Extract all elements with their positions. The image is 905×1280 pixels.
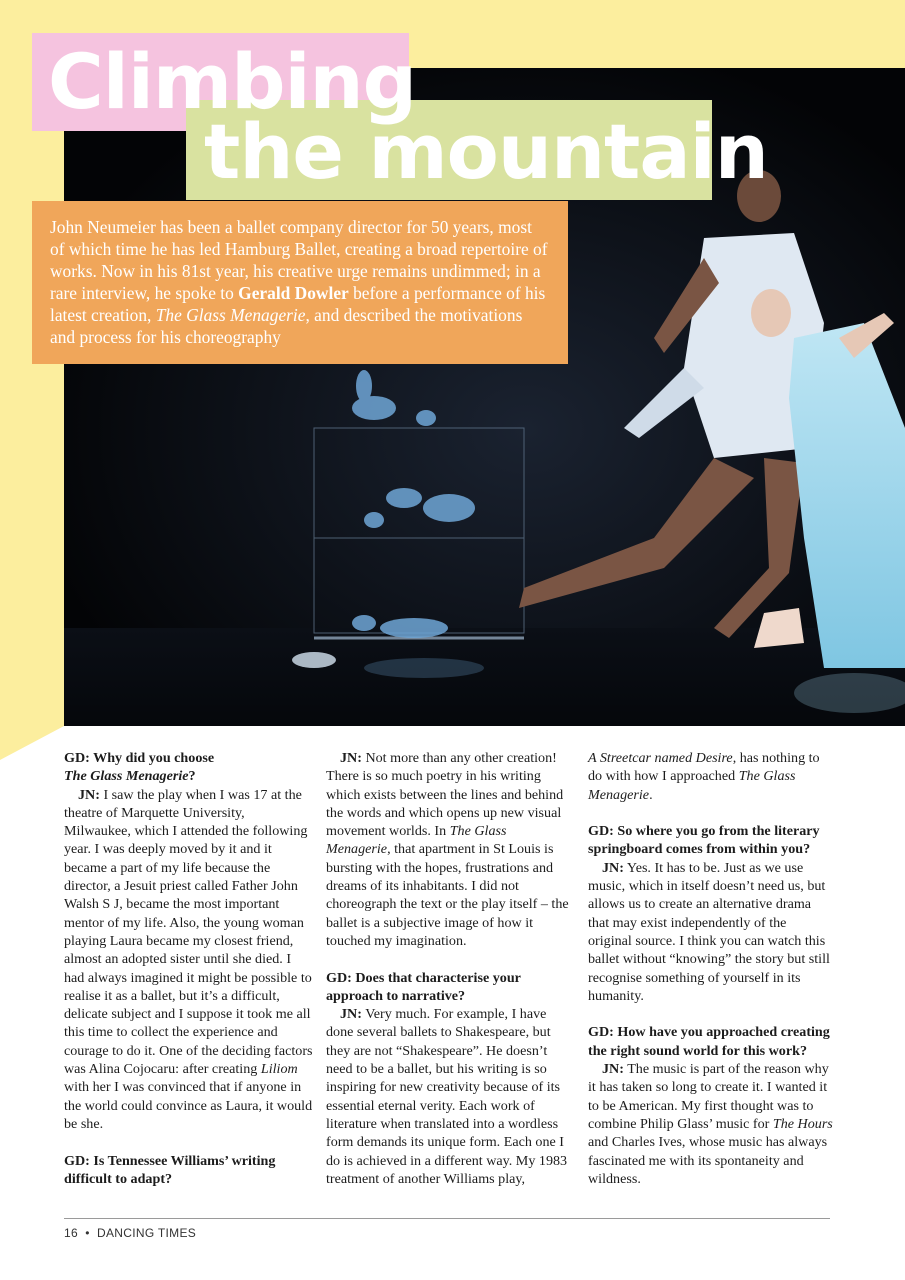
answer-3-text-2: , has nothing to do with how I approached	[588, 750, 820, 785]
answer-2-text-1: Not more than any other creation! There is so much poetry in his writing which exists between the lines and behind the words and which opens up new visual movement worlds. In	[326, 750, 564, 840]
answer-4	[588, 859, 833, 1005]
page-title-line-1: Climbing	[48, 37, 417, 126]
question-1-end: ?	[188, 768, 196, 785]
standfirst-work-title: The Glass Menagerie	[155, 305, 306, 325]
answer-4-text: Yes. It has to be. Just as we use music, which in itself doesn’t need us, but allows us to create an alternative drama that may exist independently of the original source. I think you can watch this ballet without “knowing” the story but still recognise something of yourself in its humanity.	[588, 859, 830, 1004]
standfirst-text-2: before a performance of his latest creation,	[50, 283, 546, 325]
answer-2-speaker: JN:	[340, 750, 362, 766]
standfirst-text-1: John Neumeier has been a ballet company director for 50 years, most of which time he has led Hamburg Ballet, creating a broad repertoire of works. Now in his 81st year, his creative urge remains undimmed; in a rare interview, he spoke to	[50, 217, 548, 303]
answer-4-speaker: JN:	[602, 859, 624, 876]
answer-2	[326, 749, 571, 950]
page-number: 16	[64, 1226, 78, 1240]
page-folio	[64, 1226, 196, 1240]
answer-1-text-1: I saw the play when I was 17 at the theatre of Marquette University, Milwaukee, which I attended the following year. I was deeply moved by it and it became a part of my life because the director, a Jesuit priest called Father John Walsh S J, became the most important mentor of my life. Also, the young woman playing Laura became my closest friend, almost an adopted sister until she died. I had always imagined it might be possible to realise it as a ballet, but it’s a difficult, delicate subject and I suppose it took me all this time to collect the experience and courage to do it. One of the deciding factors was Alina Cojocaru: after creating	[64, 786, 313, 1078]
answer-3	[326, 1005, 571, 1188]
article-column-3	[588, 749, 833, 1188]
answer-3-continued	[588, 749, 833, 804]
question-1-text: GD: Why did you choose	[64, 750, 215, 766]
answer-3-text-1: Very much. For example, I have done several ballets to Shakespeare, but they are not “Shakespeare”. He doesn’t need to be a ballet, but his writing is so inspiring for new creativity because of its essential eternal verity. Each work of literature when translated into a wordless form demands its unique form. Each one I do is achieved in a different way. My 1983 treatment of another Williams play,	[326, 1006, 568, 1187]
answer-3-title: The Glass Menagerie	[588, 768, 796, 803]
article-column-2	[326, 749, 571, 1188]
answer-5	[588, 1060, 833, 1188]
answer-1-text-2: with her I was convinced that if anyone in the world could convince as Laura, it would be she.	[64, 1079, 313, 1132]
question-1-title: The Glass Menagerie	[64, 768, 189, 785]
question-5: GD: How have you approached creating the right sound world for this work?	[588, 1024, 830, 1059]
page-title-line-2: the mountain	[204, 107, 768, 196]
standfirst-text-3: , and described the motivations and process for his choreography	[50, 305, 523, 347]
answer-5-hours: The Hours	[772, 1115, 833, 1132]
publication-name: DANCING TIMES	[97, 1226, 197, 1240]
answer-2-title: The Glass Menagerie	[326, 823, 507, 858]
answer-1	[64, 786, 314, 1134]
standfirst	[32, 201, 568, 364]
question-3: GD: Does that characterise your approach to narrative?	[326, 969, 521, 1004]
question-1	[64, 749, 314, 786]
answer-3-speaker: JN:	[340, 1006, 362, 1023]
answer-3-streetcar: A Streetcar named Desire	[588, 750, 733, 766]
answer-5-text-2: and Charles Ives, whose music has always fascinated me with its spontaneity and wildness.	[588, 1134, 828, 1187]
question-2: GD: Is Tennessee Williams’ writing difficult to adapt?	[64, 1152, 276, 1187]
answer-3-text-3: .	[649, 786, 653, 803]
answer-5-text-1: The music is part of the reason why it has taken so long to create it. I wanted it to be American. My first thought was to combine Philip Glass’ music for	[588, 1061, 829, 1132]
answer-1-liliom: Liliom	[260, 1061, 298, 1078]
folio-separator: •	[85, 1226, 90, 1240]
answer-5-speaker: JN:	[602, 1061, 624, 1078]
standfirst-author: Gerald Dowler	[238, 283, 349, 303]
answer-1-speaker: JN:	[78, 786, 100, 803]
footer-rule	[64, 1218, 830, 1219]
article-column-1	[64, 749, 314, 1188]
question-4: GD: So where you go from the literary springboard comes from within you?	[588, 823, 820, 858]
answer-2-text-2: , that apartment in St Louis is bursting with the hopes, frustrations and dreams of its inhabitants. I did not choreograph the text or the play itself – the ballet is a subjective image of how it touched my imagination.	[326, 841, 569, 949]
